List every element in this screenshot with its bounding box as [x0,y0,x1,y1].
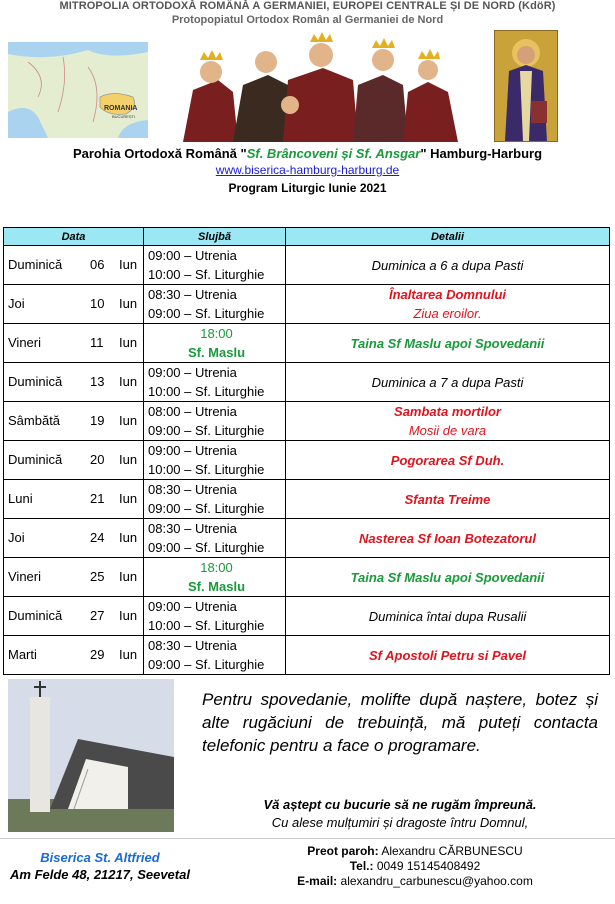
month-name: Iun [119,647,138,662]
tel-label: Tel.: [349,859,374,873]
month-name: Iun [119,296,138,311]
service-cell [144,363,286,402]
service-line-1: 08:30 – Utrenia [148,638,237,653]
service-line-2: 09:00 – Sf. Liturghie [148,306,265,321]
table-row [4,324,610,363]
date-cell [4,441,144,480]
details-line-1: Pogorarea Sf Duh. [390,452,505,468]
service-line-1: 08:30 – Utrenia [148,482,237,497]
table-row [4,519,610,558]
saints-group-icon [178,30,468,142]
date-cell [4,636,144,675]
details-cell [286,324,610,363]
day-name: Duminică [8,374,63,389]
service-cell [144,519,286,558]
email-label: E-mail: [297,874,338,888]
day-number: 29 [90,647,105,662]
details-line-1: Duminica a 7 a dupa Pasti [371,374,524,390]
church-address: Am Felde 48, 21217, Seevetal [10,867,190,882]
service-line-1: 18:00 [200,326,233,341]
details-line-1: Sambata mortilor [394,404,501,419]
day-name: Vineri [8,335,42,350]
priest-name: Alexandru CĂRBUNESCU [381,844,523,858]
service-line-2: 10:00 – Sf. Liturghie [148,384,265,399]
day-number: 13 [90,374,105,389]
day-name: Luni [8,491,33,506]
service-line-2: 09:00 – Sf. Liturghie [148,423,265,438]
service-line-1: 09:00 – Utrenia [148,599,237,614]
closing-greeting: Cu alese mulțumiri și dragoste întru Domnul, [271,815,529,830]
day-number: 11 [90,335,104,350]
service-line-2: 09:00 – Sf. Liturghie [148,540,265,555]
month-name: Iun [119,413,138,428]
day-name: Sâmbătă [8,413,61,428]
metropolis-title: MITROPOLIA ORTODOXĂ ROMÂNĂ A GERMANIEI, EUROPEI CENTRALE ȘI DE NORD (KdöR) [59,0,556,12]
date-cell [4,558,144,597]
details-cell [286,558,610,597]
priest-label: Preot paroh: [307,844,379,858]
details-cell [286,636,610,675]
priest-email[interactable]: alexandru_carbunescu@yahoo.com [340,874,533,888]
details-cell [286,480,610,519]
service-line-1: 08:00 – Utrenia [148,404,237,419]
details-line-2: Mosii de vara [408,423,487,438]
details-cell [286,519,610,558]
service-line-1: 09:00 – Utrenia [148,443,237,458]
table-row [4,363,610,402]
closing-invitation: Vă aștept cu bucurie să ne rugăm împreună. [263,797,537,812]
details-line-1: Înaltarea Domnului [388,287,507,302]
table-header-row [4,228,610,246]
program-title: Program Liturgic Iunie 2021 [228,181,387,195]
service-cell [144,636,286,675]
day-name: Duminică [8,257,63,272]
service-cell [144,558,286,597]
priest-phone[interactable]: 0049 15145408492 [376,859,481,873]
contact-paragraph: Pentru spovedanie, molifte după naștere, botez și alte rugăciuni de trebuință, mă puteți contacta telefonic pentru a face o programare. [202,690,598,755]
month-name: Iun [119,569,138,584]
service-line-1: 09:00 – Utrenia [148,248,237,263]
date-cell [4,246,144,285]
service-line-1: 08:30 – Utrenia [148,287,237,302]
parish-suffix: " Hamburg-Harburg [420,146,543,161]
month-name: Iun [119,608,138,623]
date-cell [4,597,144,636]
details-cell [286,363,610,402]
day-name: Joi [8,530,25,545]
month-name: Iun [119,374,138,389]
details-line-2: Ziua eroilor. [413,306,482,321]
church-name: Biserica St. Altfried [40,850,160,865]
service-line-2: 09:00 – Sf. Liturghie [148,501,265,516]
service-cell [144,324,286,363]
service-cell [144,480,286,519]
date-cell [4,402,144,441]
date-cell [4,519,144,558]
table-row [4,597,610,636]
service-cell [144,285,286,324]
footer-divider [0,838,615,839]
st-ansgar-icon [494,30,558,142]
details-line-1: Sfanta Treime [404,491,491,507]
day-number: 24 [90,530,105,545]
liturgical-schedule-table [3,227,610,675]
table-row [4,558,610,597]
day-number: 06 [90,257,105,272]
priest-contact [250,844,580,889]
service-line-2: 09:00 – Sf. Liturghie [148,657,265,672]
service-line-2: 10:00 – Sf. Liturghie [148,462,265,477]
service-cell [144,246,286,285]
day-name: Duminică [8,452,63,467]
service-cell [144,597,286,636]
details-line-1: Sf Apostoli Petru si Pavel [368,647,526,663]
header-service: Slujbă [144,228,286,246]
date-cell [4,480,144,519]
table-row [4,636,610,675]
day-number: 27 [90,608,105,623]
service-line-1: 08:30 – Utrenia [148,521,237,536]
church-photo [8,679,174,832]
month-name: Iun [119,257,138,272]
table-row [4,441,610,480]
month-name: Iun [119,452,138,467]
month-name: Iun [119,491,138,506]
header-details: Detalii [286,228,610,246]
details-line-1: Duminica a 6 a dupa Pasti [371,257,524,273]
date-cell [4,363,144,402]
service-line-2: 10:00 – Sf. Liturghie [148,267,265,282]
details-cell [286,597,610,636]
parish-website-link[interactable]: www.biserica-hamburg-harburg.de [215,163,400,177]
month-name: Iun [119,335,138,350]
details-line-1: Nasterea Sf Ioan Botezatorul [359,530,536,546]
service-line-1: 18:00 [200,560,233,575]
details-cell [286,441,610,480]
day-name: Marti [8,647,37,662]
map-romania-label: ROMANIA [104,105,138,112]
details-cell [286,285,610,324]
day-number: 19 [90,413,105,428]
table-row [4,246,610,285]
day-name: Duminică [8,608,63,623]
table-row [4,402,610,441]
details-line-1: Duminica întai dupa Rusalii [368,608,527,624]
day-number: 21 [90,491,105,506]
day-number: 25 [90,569,105,584]
service-cell [144,441,286,480]
deanery-subtitle: Protopopiatul Ortodox Român al Germaniei de Nord [171,14,444,26]
day-name: Vineri [8,569,42,584]
date-cell [4,285,144,324]
service-line-2: 10:00 – Sf. Liturghie [148,618,265,633]
parish-name: Sf. Brâncoveni și Sf. Ansgar [246,146,421,161]
service-cell [144,402,286,441]
service-line-1: 09:00 – Utrenia [148,365,237,380]
service-line-2: Sf. Maslu [187,345,246,360]
day-number: 20 [90,452,105,467]
table-row [4,285,610,324]
header-date: Data [4,228,144,246]
parish-title [0,146,615,161]
map-image [8,42,148,138]
details-line-1: Taina Sf Maslu apoi Spovedanii [350,335,545,351]
details-line-1: Taina Sf Maslu apoi Spovedanii [350,569,545,585]
service-line-2: Sf. Maslu [187,579,246,594]
details-cell [286,246,610,285]
day-number: 10 [90,296,105,311]
details-cell [286,402,610,441]
parish-prefix: Parohia Ortodoxă Română " [72,146,247,161]
month-name: Iun [119,530,138,545]
date-cell [4,324,144,363]
day-name: Joi [8,296,25,311]
table-row [4,480,610,519]
map-city-label: BUCUREȘTI [112,114,136,119]
